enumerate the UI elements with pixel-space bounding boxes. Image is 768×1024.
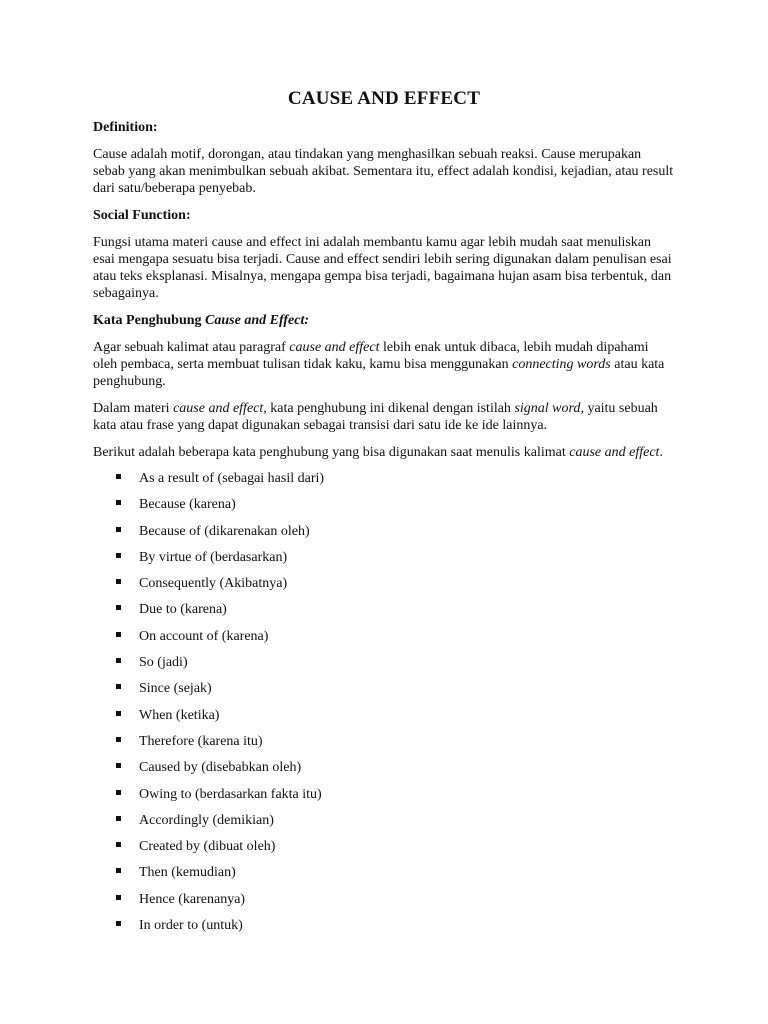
list-item bbox=[93, 575, 675, 601]
para2-text-1: Dalam materi bbox=[93, 401, 174, 416]
list-item bbox=[93, 496, 675, 522]
bullet-square-icon bbox=[116, 632, 121, 637]
list-item-text: As a result of (sebagai hasil dari) bbox=[139, 471, 325, 486]
list-item bbox=[93, 759, 675, 785]
list-item-text: Owing to (berdasarkan fakta itu) bbox=[139, 786, 322, 802]
bullet-square-icon bbox=[116, 579, 121, 584]
list-item-text: Because (karena) bbox=[139, 497, 236, 513]
definition-text: Cause adalah motif, dorongan, atau tindakan yang menghasilkan sebuah reaksi. Cause merupakan sebab yang akan menimbulkan sebuah akibat. Sementara itu, effect adalah kondisi, kejadian, atau result dari satu/beberapa penyebab. bbox=[93, 147, 674, 196]
list-item bbox=[93, 601, 675, 627]
bullet-square-icon bbox=[116, 474, 121, 479]
para3-italic-1: cause and effect bbox=[569, 445, 660, 460]
list-item bbox=[93, 864, 675, 890]
bullet-square-icon bbox=[116, 790, 121, 795]
para1-text-2: lebih enak untuk dibaca, lebih mudah dipahami oleh pembaca, serta membuat tulisan tidak kaku, kamu bisa menggunakan bbox=[93, 340, 649, 372]
list-item-text: By virtue of (berdasarkan) bbox=[139, 549, 288, 565]
list-item bbox=[93, 707, 675, 733]
list-item-text: Therefore (karena itu) bbox=[139, 733, 263, 749]
list-item bbox=[93, 654, 675, 680]
list-item-text: Consequently (Akibatnya) bbox=[139, 576, 288, 592]
list-item-text: Due to (karena) bbox=[139, 602, 227, 618]
list-item bbox=[93, 917, 675, 943]
list-item-text: Then (kemudian) bbox=[139, 865, 236, 881]
bullet-square-icon bbox=[116, 737, 121, 742]
social-function-text: Fungsi utama materi cause and effect ini adalah membantu kamu agar lebih mudah saat menuliskan esai mengapa sesuatu bisa terjadi. Cause and effect sendiri lebih sering digunakan dalam penulisan esai atau teks eksplanasi. Misalnya, mengapa gempa bisa terjadi, bagaimana hujan asam bisa terbentuk, dan sebagainya. bbox=[93, 235, 672, 301]
list-item bbox=[93, 680, 675, 706]
para1-text-3: atau kata penghubung. bbox=[93, 357, 665, 389]
para1-italic-2: connecting words bbox=[512, 357, 611, 372]
kata-heading-italic: Cause and Effect: bbox=[205, 313, 310, 328]
list-item bbox=[93, 838, 675, 864]
para2-text-3: , yaitu sebuah kata atau frase yang dapat digunakan sebagai transisi dari satu ide ke ide lainnya. bbox=[93, 401, 658, 433]
list-item-text: Created by (dibuat oleh) bbox=[139, 839, 276, 855]
bullet-square-icon bbox=[116, 500, 121, 505]
para3-text-1: Berikut adalah beberapa kata penghubung yang bisa digunakan saat menulis kalimat bbox=[93, 445, 570, 460]
bullet-square-icon bbox=[116, 527, 121, 532]
bullet-square-icon bbox=[116, 895, 121, 900]
list-item-text: In order to (untuk) bbox=[139, 918, 243, 934]
list-item-text: Caused by (disebabkan oleh) bbox=[139, 760, 302, 776]
para2-text-2: , kata penghubung ini dikenal dengan istilah bbox=[263, 401, 515, 416]
list-item bbox=[93, 470, 675, 496]
bullet-square-icon bbox=[116, 605, 121, 610]
bullet-square-icon bbox=[116, 684, 121, 689]
list-item-text: Since (sejak) bbox=[139, 681, 212, 697]
para3-text-2: . bbox=[659, 445, 663, 460]
list-intro-paragraph bbox=[93, 444, 675, 461]
definition-heading: Definition: bbox=[93, 120, 158, 135]
bullet-square-icon bbox=[116, 658, 121, 663]
document-page bbox=[93, 88, 675, 943]
document-title: CAUSE AND EFFECT bbox=[287, 88, 481, 109]
connecting-words-paragraph bbox=[93, 339, 675, 390]
social-function-heading: Social Function: bbox=[93, 208, 191, 223]
bullet-square-icon bbox=[116, 763, 121, 768]
list-item bbox=[93, 733, 675, 759]
bullet-square-icon bbox=[116, 816, 121, 821]
kata-heading-plain: Kata Penghubung bbox=[93, 313, 206, 328]
list-item-text: Accordingly (demikian) bbox=[139, 812, 274, 828]
bullet-square-icon bbox=[116, 553, 121, 558]
list-item bbox=[93, 891, 675, 917]
list-item-text: When (ketika) bbox=[139, 707, 220, 723]
para2-italic-2: signal word bbox=[514, 401, 581, 416]
signal-word-paragraph bbox=[93, 400, 675, 434]
bullet-square-icon bbox=[116, 711, 121, 716]
kata-penghubung-heading bbox=[93, 312, 675, 329]
bullet-square-icon bbox=[116, 868, 121, 873]
para2-italic-1: cause and effect bbox=[173, 401, 264, 416]
list-item bbox=[93, 786, 675, 812]
list-item-text: So (jadi) bbox=[139, 655, 188, 671]
list-item-text: Because of (dikarenakan oleh) bbox=[139, 523, 310, 539]
bullet-square-icon bbox=[116, 921, 121, 926]
list-item-text: On account of (karena) bbox=[139, 628, 269, 644]
connector-list bbox=[93, 470, 675, 943]
para1-italic-1: cause and effect bbox=[289, 340, 380, 355]
list-item bbox=[93, 628, 675, 654]
list-item bbox=[93, 549, 675, 575]
bullet-square-icon bbox=[116, 842, 121, 847]
list-item bbox=[93, 812, 675, 838]
para1-text-1: Agar sebuah kalimat atau paragraf bbox=[93, 340, 290, 355]
list-item-text: Hence (karenanya) bbox=[139, 891, 246, 907]
list-item bbox=[93, 523, 675, 549]
